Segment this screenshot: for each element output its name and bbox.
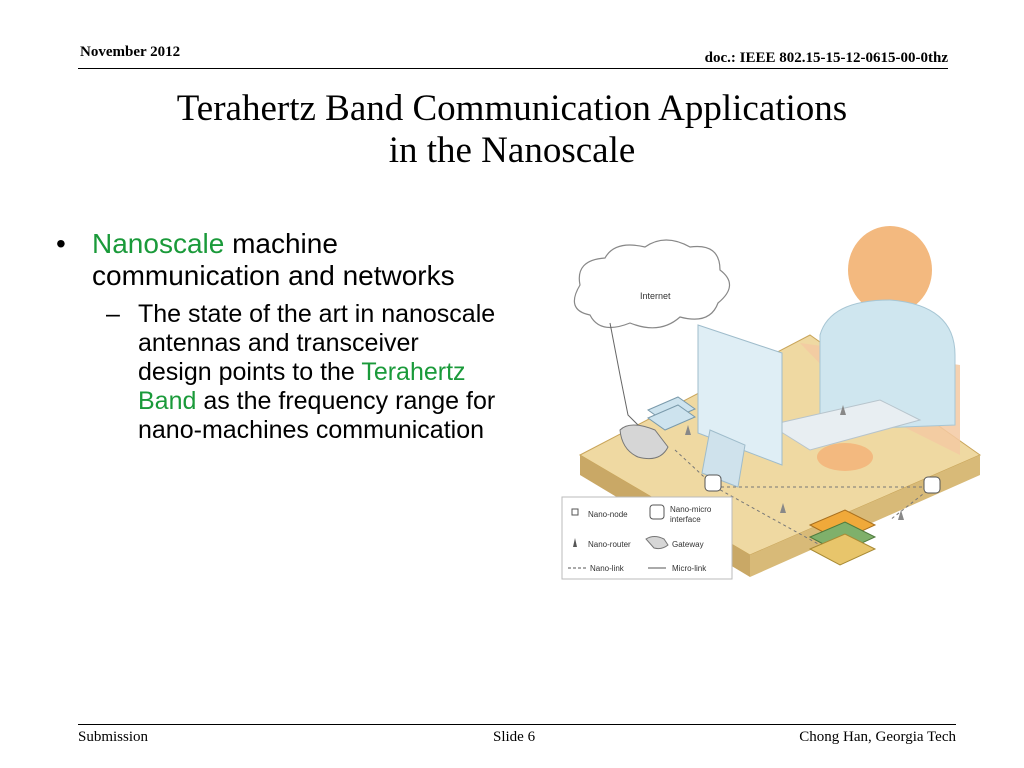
bullet-level2-highlight: Terahertz Band <box>138 358 466 415</box>
legend-nano-link: Nano-link <box>590 564 624 573</box>
header-doc-id: doc.: IEEE 802.15-15-12-0615-00-0thz <box>704 50 948 66</box>
footer-slide-number: Slide 6 <box>493 729 536 745</box>
bullet-dash-icon: – <box>106 300 120 328</box>
bullet-level2 <box>56 300 496 445</box>
person-hand <box>817 443 873 471</box>
internet-cloud <box>574 240 729 328</box>
slide-title <box>60 88 964 172</box>
slide-body <box>56 228 496 445</box>
bullet-level2-text-after: as the frequency range for nano-machines communication <box>138 387 496 444</box>
micro-link-line <box>610 323 648 435</box>
footer-author: Chong Han, Georgia Tech <box>799 729 956 745</box>
slide-title-line2: in the Nanoscale <box>388 130 636 171</box>
legend-nano-node: Nano-node <box>588 510 628 519</box>
bullet-level2-text-before: The state of the art in nanoscale antennas and transceiver design points to the <box>138 300 496 386</box>
bullet-level1 <box>56 228 496 292</box>
nano-micro-interface <box>924 477 940 493</box>
bullet-level1-text: machine communication and networks <box>92 228 455 291</box>
footer-submission: Submission <box>78 729 149 745</box>
slide-title-line1: Terahertz Band Communication Applications <box>176 88 848 129</box>
nanonetwork-illustration <box>560 225 990 585</box>
footer-divider <box>78 724 956 725</box>
nano-router-icon <box>898 510 904 520</box>
internet-label: Internet <box>640 291 671 301</box>
bullet-dot-icon: • <box>56 228 66 259</box>
legend-nano-router: Nano-router <box>588 540 631 549</box>
nano-micro-interface <box>705 475 721 491</box>
legend-nano-micro-2: interface <box>670 515 701 524</box>
legend-micro-link: Micro-link <box>672 564 707 573</box>
header-divider <box>78 68 948 69</box>
legend-nano-micro-1: Nano-micro <box>670 505 712 514</box>
bullet-level1-highlight: Nanoscale <box>92 228 225 259</box>
legend-gateway: Gateway <box>672 540 704 549</box>
header-date: November 2012 <box>80 44 181 60</box>
